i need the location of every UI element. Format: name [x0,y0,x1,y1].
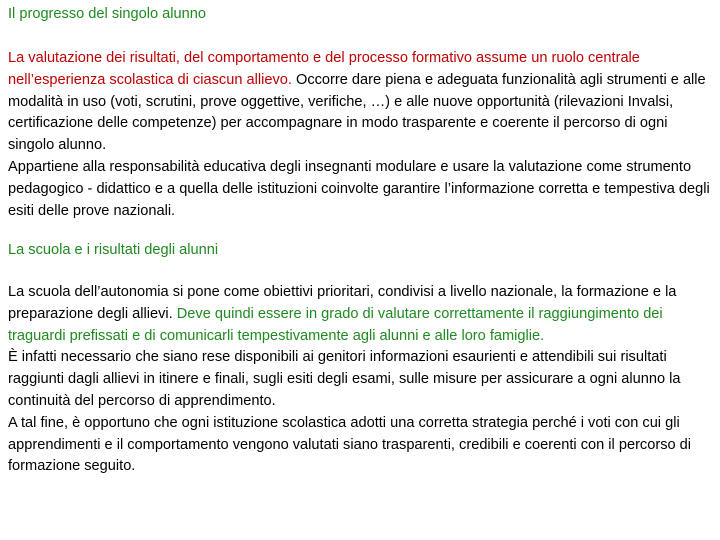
section-1-body [8,48,716,222]
highlighted-text-green: Deve quindi essere in grado di valutare correttamente il raggiungimento dei traguardi prefissati e di comunicarli tempestivamente agli alunni e alle loro famiglie. [8,305,663,344]
section-1-heading-block [8,4,716,26]
paragraph-autonomia [8,282,716,347]
section-heading-progresso: Il progresso del singolo alunno [8,6,206,22]
highlighted-text-red: La valutazione dei risultati, del comportamento e del processo formativo assume un ruolo centrale nell’esperienza scolastica di ciascun allievo. [8,50,640,88]
paragraph-text: Occorre dare piena e adeguata funzionalità agli strumenti e alle modalità in uso (voti, scrutini, prove oggettive, verifiche, …) e alle nuove opportunità (rilevazioni Invalsi, certificazione delle competenze) per accompagnare in modo trasparente e coerente il percorso di ogni singolo alunno. [8,71,706,154]
paragraph-genitori: È infatti necessario che siano rese disponibili ai genitori informazioni esaurienti e attendibili sui risultati raggiunti dagli allievi in itinere e finali, sugli esiti degli esami, sulle misure per assicurare a ogni alunno la continuità del percorso di apprendimento. [8,349,681,409]
section-2-body [8,282,716,478]
paragraph-responsabilita: Appartiene alla responsabilità educativa degli insegnanti modulare e usare la valutazione come strumento pedagogico - didattico e a quella delle istituzioni coinvolte garantire l’informazione corretta e tempestiva degli esiti delle prove nazionali. [8,158,710,219]
section-2-heading-block [8,240,716,262]
section-heading-scuola: La scuola e i risultati degli alunni [8,242,219,258]
paragraph-text: La scuola dell’autonomia si pone come obiettivi prioritari, condivisi a livello nazionale, la formazione e la preparazione degli allievi. [8,284,677,322]
paragraph-valutazione [8,48,716,157]
paragraph-strategia: A tal fine, è opportuno che ogni istituzione scolastica adotti una corretta strategia perché i voti con cui gli apprendimenti e il comportamento vengono valutati siano trasparenti, credibili e coerenti con il percorso di formazione seguito. [8,414,692,475]
